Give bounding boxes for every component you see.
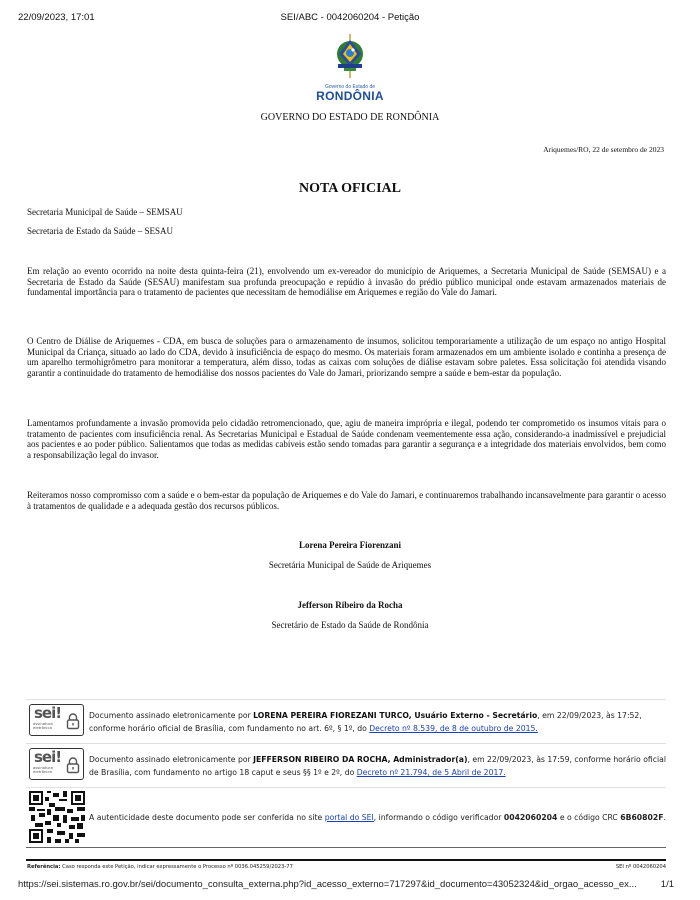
divider: [26, 743, 666, 744]
body-paragraph: O Centro de Diálise de Ariquemes - CDA, em busca de soluções para o armazenamento de insumos, solicitou temporariamente a utilização de um espaço no antigo Hospital Municipal da Criança, situado ao lado do CDA, devido à insuficiência de espaço do mesmo. Os materiais foram armazenados em um ambiente isolado e continha a presença de um aparelho termohigrômetro para monitorar a temperatura, além disso, todas as caixas com soluções de diálise estavam sobre paletes. Essa solicitação foi atendida visando garantir a continuidade do tratamento de hemodiálise dos nossos pacientes do Vale do Jamari, priorizando sempre a saúde e bem-estar da população.: [27, 336, 666, 378]
electronic-signature-text: Documento assinado eletronicamente por LORENA PEREIRA FIOREZANI TURCO, Usuário Externo - Secretário, em 22/09/2023, às 17:52, conforme horário oficial de Brasília, com fundamento no art. 6º, § 1º, do Decreto nº 8.539, de 8 de outubro de 2015.: [89, 711, 642, 733]
print-page-title: SEI/ABC - 0042060204 - Petição: [280, 12, 420, 23]
print-url: https://sei.sistemas.ro.gov.br/sei/documento_consulta_externa.php?id_acesso_externo=717297&id_documento=43052324&id_orgao_acesso_ex...: [18, 879, 637, 890]
qr-code-icon: [29, 791, 85, 843]
process-reference: Referência: Caso responda este Petição, indicar expressamente o Processo nº 0036.045259/2023-77: [27, 864, 293, 870]
lock-icon: [66, 756, 80, 774]
divider: [26, 699, 666, 700]
body-paragraph: Reiteramos nosso compromisso com a saúde e o bem-estar da população de Ariquemes e do Vale do Jamari, e continuaremos trabalhando incansavelmente para garantir o acesso à tratamentos de qualidade e a adequada gestão dos recursos públicos.: [27, 490, 666, 511]
addressee: Secretaria de Estado da Saúde – SESAU: [27, 226, 173, 236]
government-heading: GOVERNO DO ESTADO DE RONDÔNIA: [260, 112, 440, 123]
decree-link[interactable]: Decreto nº 21.794, de 5 Abril de 2017.: [356, 767, 506, 777]
seal-word: sei!: [34, 748, 62, 766]
lock-icon: [66, 712, 80, 730]
divider: [26, 847, 666, 848]
signer-name: JEFFERSON RIBEIRO DA ROCHA, Administrador(a): [253, 755, 468, 764]
signatory-role: Secretária Municipal de Saúde de Ariquemes: [268, 560, 432, 570]
logo-state-name: RONDÔNIA: [316, 89, 384, 103]
crc-code: 6B60802F: [620, 813, 664, 822]
logo-caption: Governo do Estado de: [324, 84, 376, 90]
authenticity-notice: A autenticidade deste documento pode ser conferida no site portal do SEI, informando o código verificador 0042060204 e o código CRC 6B60802F.: [89, 813, 666, 822]
electronic-signature-text: Documento assinado eletronicamente por JEFFERSON RIBEIRO DA ROCHA, Administrador(a), em 22/09/2023, às 17:59, conforme horário oficial de Brasília, com fundamento no artigo 18 caput e seus §§ 1º e 2º, do Decreto nº 21.794, de 5 Abril de 2017.: [89, 755, 666, 777]
decree-link[interactable]: Decreto nº 8.539, de 8 de outubro de 2015.: [369, 723, 538, 733]
sei-portal-link[interactable]: portal do SEI: [324, 813, 374, 822]
body-paragraph: Lamentamos profundamente a invasão promovida pelo cidadão retromencionado, que, agiu de maneira imprópria e ilegal, podendo ter comprometido os insumos vitais para o tratamento de pacientes com insuficiência renal. As Secretarias Municipal e Estadual de Saúde condenam veementemente essa ação, considerando-a inadmissível e prejudicial aos pacientes e ao poder público. Salientamos que todas as medidas cabíveis estão sendo tomadas para garantir a segurança e a integridade dos materiais envolvidos, bem como a responsabilização legal do invasor.: [27, 418, 666, 460]
signatory-role: Secretário de Estado da Saúde de Rondônia: [271, 620, 429, 630]
sei-number: SEI nº 0042060204: [615, 864, 666, 870]
document-title: NOTA OFICIAL: [298, 181, 402, 196]
sei-signature-seal: [29, 748, 84, 780]
seal-subtitle: assinatura eletrônica: [33, 721, 53, 731]
divider: [26, 859, 666, 861]
state-logo: [310, 34, 390, 106]
divider: [26, 787, 666, 788]
signer-name: LORENA PEREIRA FIOREZANI TURCO, Usuário Externo - Secretário: [253, 711, 538, 720]
page-number: 1/1: [660, 879, 674, 890]
body-paragraph: Em relação ao evento ocorrido na noite desta quinta-feira (21), envolvendo um ex-vereador do município de Ariquemes, a Secretaria Municipal de Saúde (SEMSAU) e a Secretaria de Estado da Saúde (SESAU) manifestam sua profunda preocupação e repúdio à invasão do prédio público municipal onde estavam armazenados materiais de fundamental importância para o tratamento de pacientes que necessitam de hemodiálise em Ariquemes e região do Vale do Jamari.: [27, 266, 666, 298]
rondonia-coat-of-arms-icon: [333, 34, 367, 78]
signatory-name: Jefferson Ribeiro da Rocha: [297, 600, 403, 610]
print-datetime: 22/09/2023, 17:01: [18, 12, 95, 23]
addressee: Secretaria Municipal de Saúde – SEMSAU: [27, 207, 183, 217]
sei-signature-seal: [29, 704, 84, 736]
seal-subtitle: assinatura eletrônica: [33, 765, 53, 775]
place-date: Ariquemes/RO, 22 de setembro de 2023: [543, 145, 664, 154]
seal-word: sei!: [34, 704, 62, 722]
verifier-code: 0042060204: [503, 813, 558, 822]
signatory-name: Lorena Pereira Fiorenzani: [299, 540, 401, 550]
